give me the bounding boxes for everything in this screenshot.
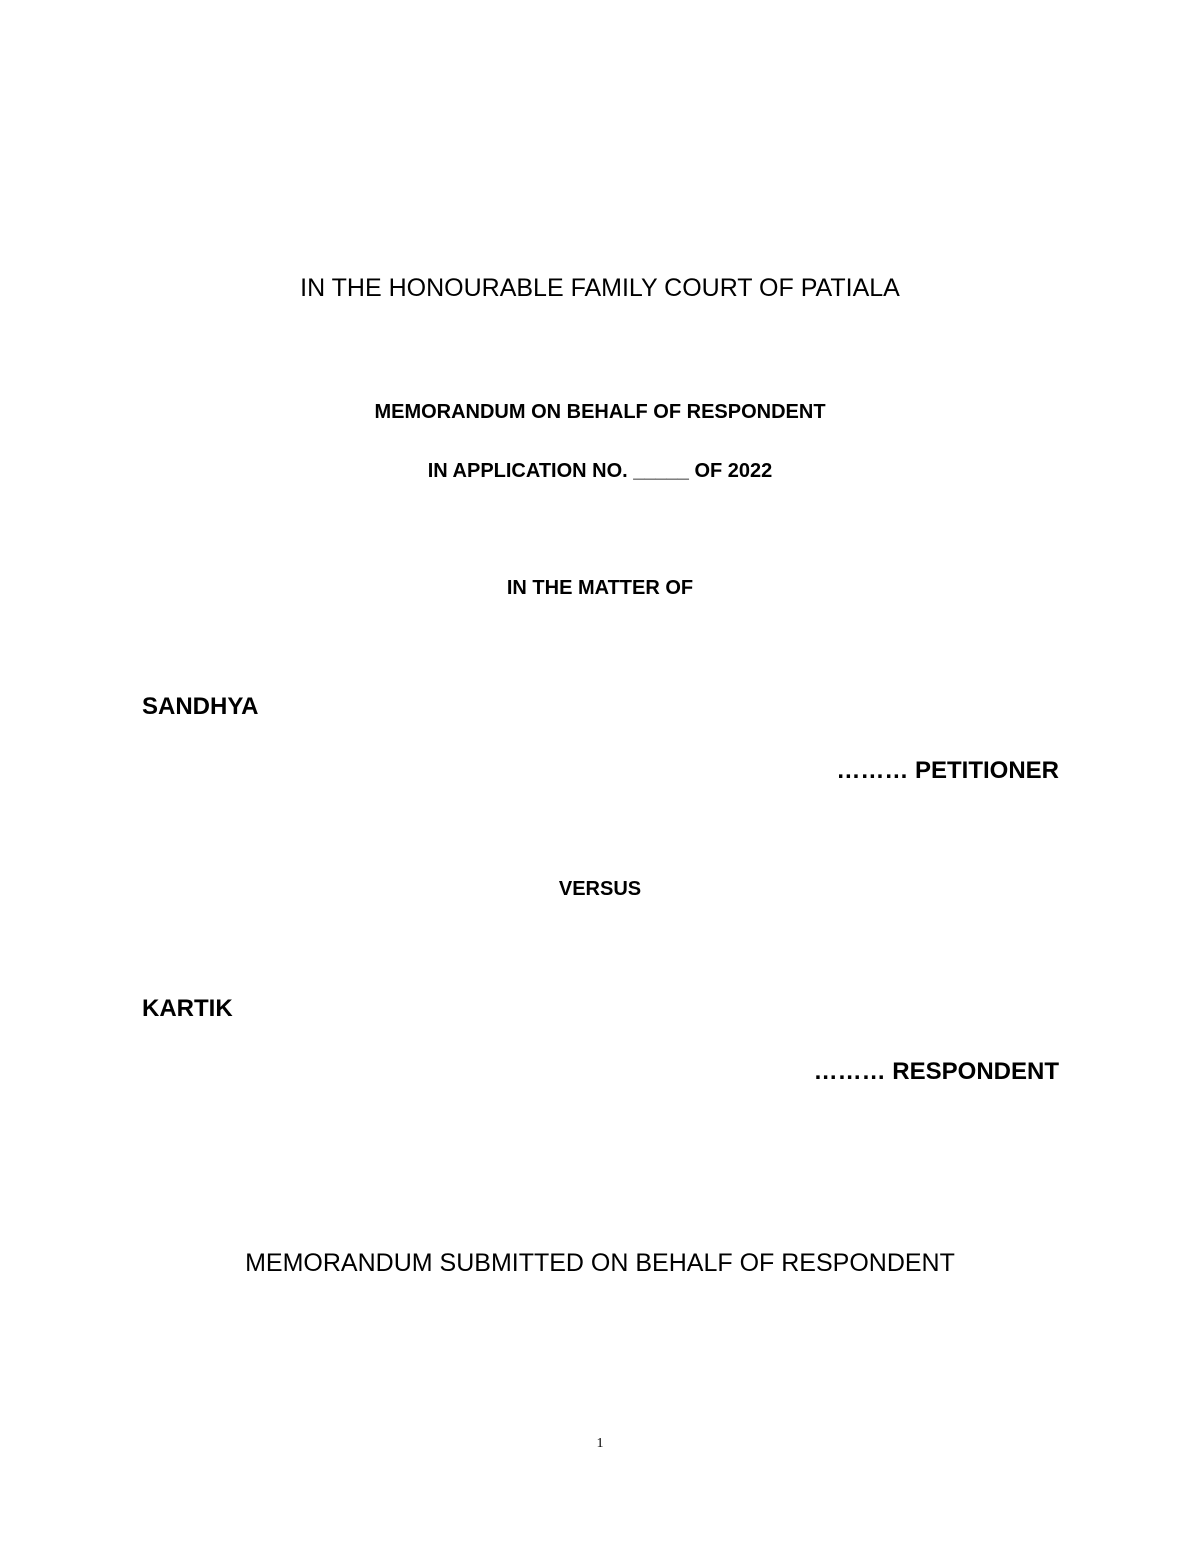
page-number: 1 <box>596 1436 604 1451</box>
court-title: IN THE HONOURABLE FAMILY COURT OF PATIALA <box>300 274 900 302</box>
submitted-title: MEMORANDUM SUBMITTED ON BEHALF OF RESPONDENT <box>245 1249 955 1277</box>
petitioner-name: SANDHYA <box>142 693 259 720</box>
respondent-name: KARTIK <box>142 995 233 1022</box>
memorandum-heading: MEMORANDUM ON BEHALF OF RESPONDENT <box>374 401 826 423</box>
respondent-role: ……… RESPONDENT <box>813 1058 1059 1085</box>
application-number-line: IN APPLICATION NO. _____ OF 2022 <box>427 460 773 482</box>
petitioner-role: ……… PETITIONER <box>836 757 1059 784</box>
versus-label: VERSUS <box>558 878 642 900</box>
matter-heading: IN THE MATTER OF <box>506 577 694 599</box>
